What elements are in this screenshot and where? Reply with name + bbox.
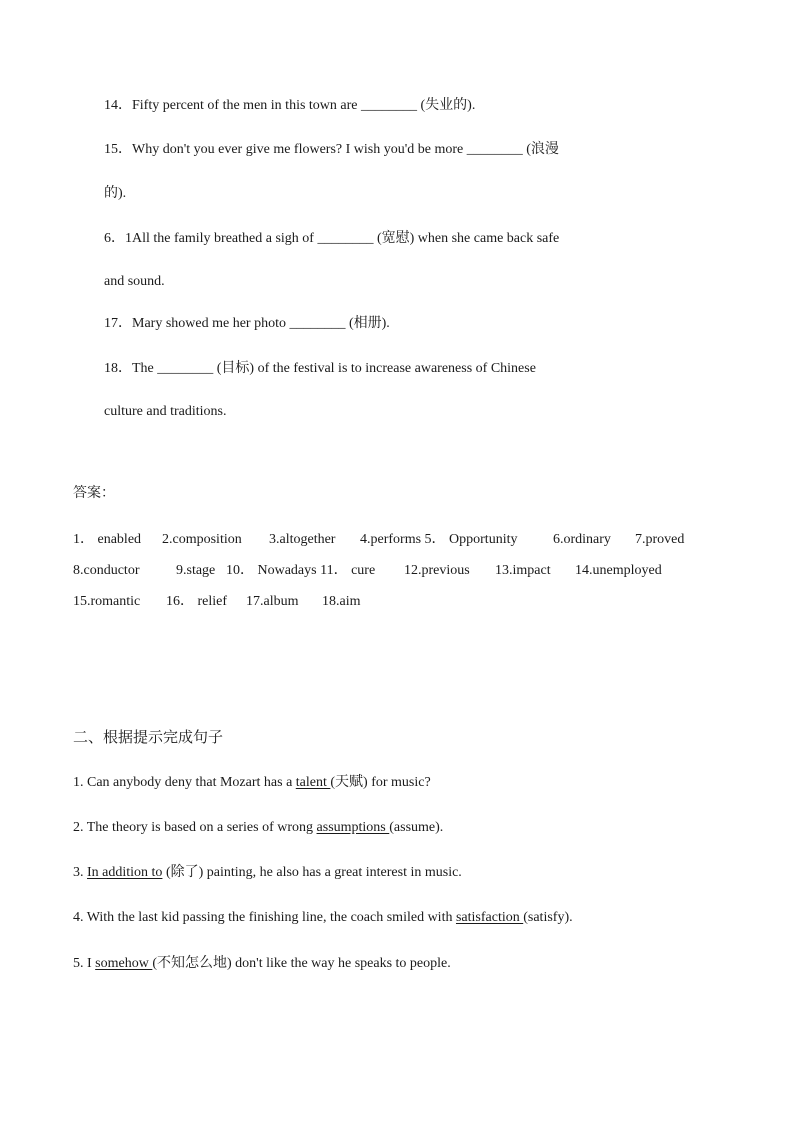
sentence-answer: satisfaction: [455, 910, 524, 925]
answer-item: 2.composition: [162, 532, 242, 547]
sentence-answer: talent: [295, 775, 331, 790]
sentence-hint: (天赋) for music?: [330, 775, 431, 790]
answer-item: 8.conductor: [73, 563, 140, 578]
sentence-1: [73, 774, 431, 792]
answer-blank: ________: [289, 316, 346, 331]
question-number: 15．: [104, 142, 132, 157]
question-17: [104, 315, 390, 333]
answer-item: 17.album: [246, 594, 299, 609]
sentence-hint: (assume).: [389, 820, 444, 835]
question-hint: (失业的).: [417, 98, 476, 113]
question-number: 18．: [104, 361, 132, 376]
answer-item: 7.proved: [635, 532, 685, 547]
answer-item: 6.ordinary: [553, 532, 611, 547]
sentence-hint: (不知怎么地) don't like the way he speaks to people.: [152, 956, 451, 971]
answer-item: 16． relief: [166, 594, 228, 609]
answer-blank: ________: [466, 142, 523, 157]
question-hint: (宽慰) when she came back safe: [373, 231, 560, 246]
question-18: [104, 360, 536, 378]
answer-item: 10． Nowadays 11． cure: [226, 563, 376, 578]
question-text: The: [132, 361, 158, 376]
question-number: 17．: [104, 316, 132, 331]
question-18-continued: [104, 403, 226, 421]
sentence-text: 2. The theory is based on a series of wrong: [73, 820, 317, 835]
question-text: and sound.: [104, 274, 165, 289]
question-text: Why don't you ever give me flowers? I wish you'd be more: [132, 142, 467, 157]
answer-blank: ________: [157, 361, 214, 376]
sentence-text: 3.: [73, 865, 87, 880]
question-number: 6．: [104, 231, 125, 246]
sentence-4: [73, 909, 573, 927]
question-hint: (目标) of the festival is to increase awareness of Chinese: [213, 361, 536, 376]
section-2-heading: 二、根据提示完成句子: [73, 730, 224, 746]
answer-item: 15.romantic: [73, 594, 141, 609]
sentence-hint: (除了) painting, he also has a great interest in music.: [162, 865, 462, 880]
question-15: [104, 141, 559, 159]
question-text: 的).: [104, 186, 127, 201]
sentence-3: [73, 864, 462, 882]
question-text: Fifty percent of the men in this town are: [132, 98, 361, 113]
answer-item: 12.previous: [404, 563, 470, 578]
answer-item: 13.impact: [495, 563, 551, 578]
answer-item: 4.performs 5． Opportunity: [360, 532, 518, 547]
question-16-continued: [104, 273, 165, 291]
answers-heading: 答案：: [73, 486, 115, 501]
sentence-text: 4. With the last kid passing the finishing line, the coach smiled with: [73, 910, 456, 925]
sentence-text: 1. Can anybody deny that Mozart has a: [73, 775, 296, 790]
question-15-continued: [104, 185, 126, 203]
question-text: 1All the family breathed a sigh of: [125, 231, 318, 246]
answer-item: 3.altogether: [269, 532, 336, 547]
answer-item: 18.aim: [322, 594, 361, 609]
question-14: [104, 97, 475, 115]
sentence-answer: In addition to: [87, 865, 163, 880]
question-text: culture and traditions.: [104, 404, 227, 419]
sentence-5: [73, 955, 451, 973]
question-hint: (相册).: [345, 316, 390, 331]
answer-blank: ________: [361, 98, 417, 113]
sentence-hint: (satisfy).: [523, 910, 573, 925]
question-text: Mary showed me her photo: [132, 316, 290, 331]
sentence-answer: somehow: [95, 956, 153, 971]
answer-item: 14.unemployed: [575, 563, 662, 578]
question-hint: (浪漫: [522, 142, 559, 157]
answer-blank: ________: [317, 231, 374, 246]
sentence-answer: assumptions: [316, 820, 390, 835]
question-16: [104, 230, 559, 248]
answer-item: 1． enabled: [73, 532, 142, 547]
answer-item: 9.stage: [176, 563, 216, 578]
question-number: 14．: [104, 98, 132, 113]
sentence-text: 5. I: [73, 956, 96, 971]
sentence-2: [73, 819, 443, 837]
